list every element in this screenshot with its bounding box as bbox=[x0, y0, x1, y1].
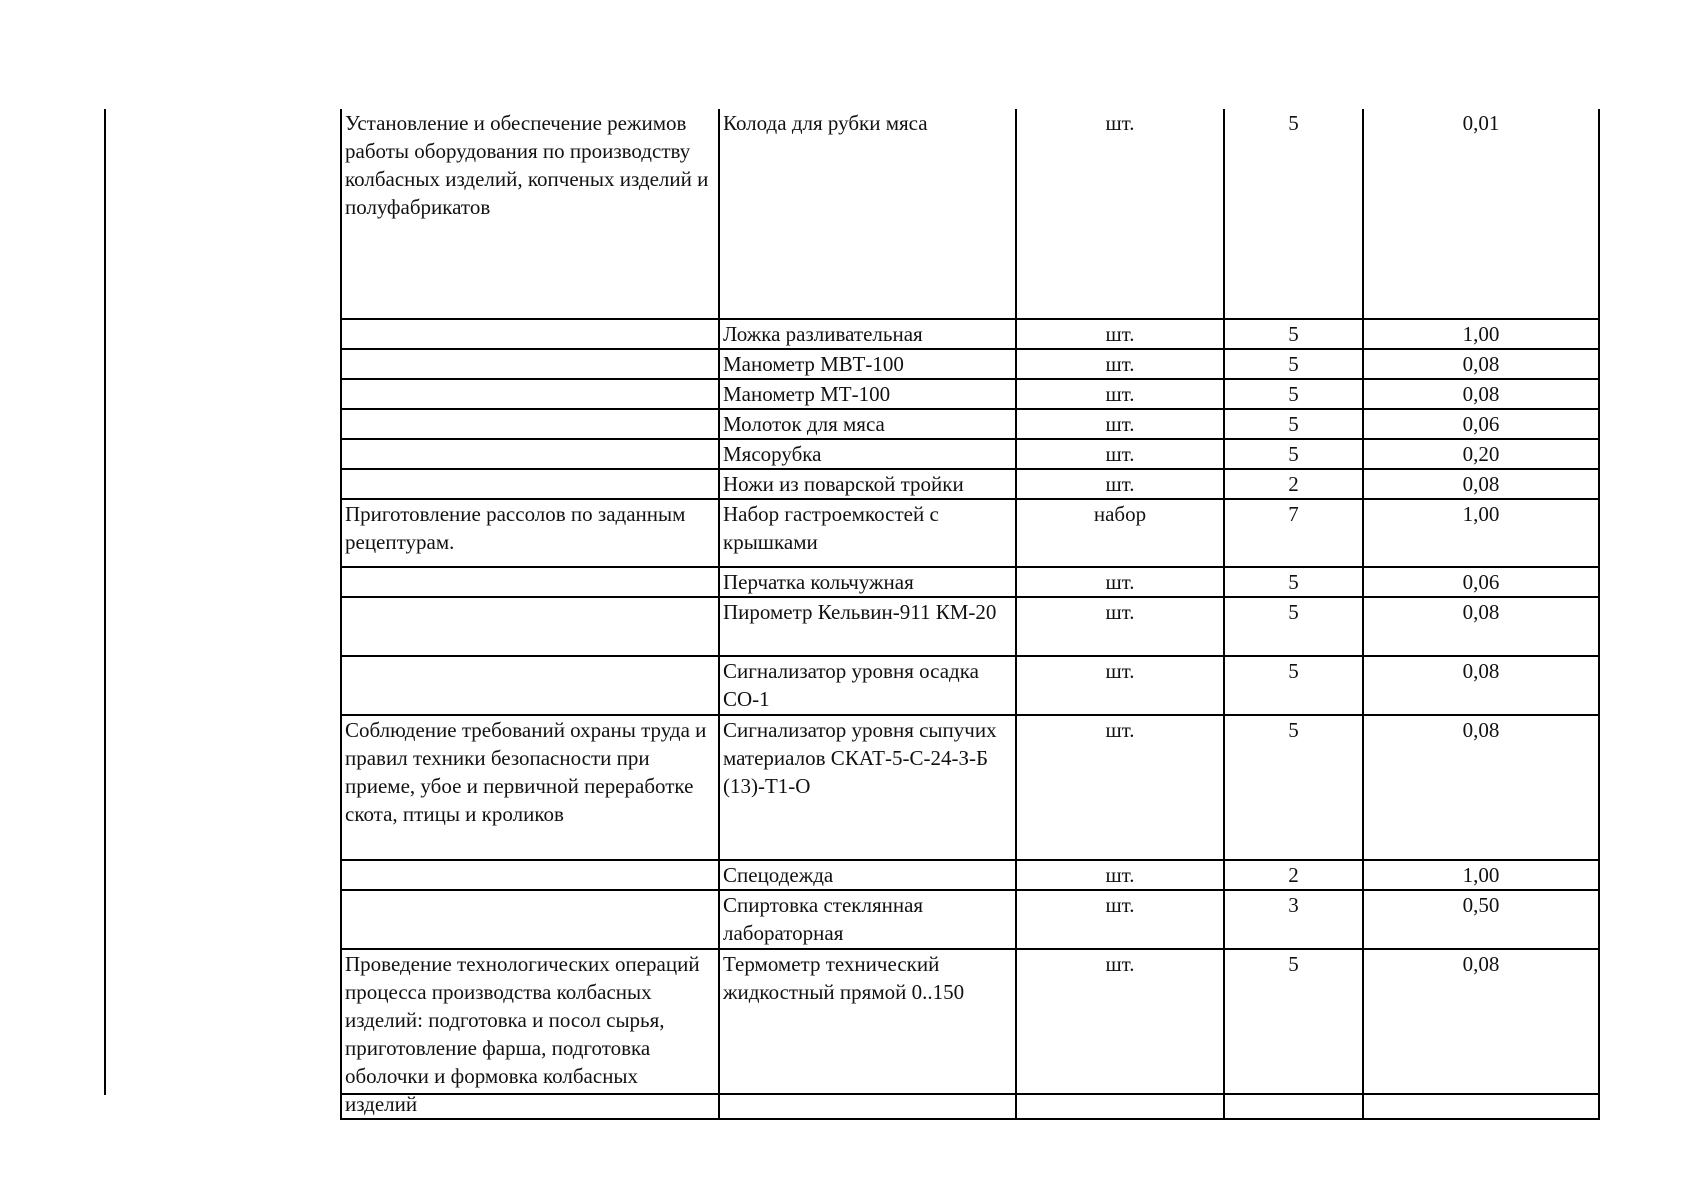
equipment-name-cell: Манометр МВТ-100 bbox=[719, 349, 1016, 379]
table-row bbox=[341, 890, 1599, 949]
quantity-cell: 5 bbox=[1224, 379, 1363, 409]
unit-cell: шт. bbox=[1016, 567, 1224, 597]
quantity-cell: 7 bbox=[1224, 499, 1363, 567]
quantity-cell: 2 bbox=[1224, 860, 1363, 890]
quantity-cell: 5 bbox=[1224, 567, 1363, 597]
unit-cell: шт. bbox=[1016, 379, 1224, 409]
operation-cell bbox=[341, 469, 719, 499]
table-row bbox=[341, 860, 1599, 890]
unit-cell: шт. bbox=[1016, 860, 1224, 890]
equipment-name-cell: Манометр МТ-100 bbox=[719, 379, 1016, 409]
operation-cell bbox=[341, 439, 719, 469]
equipment-table-body bbox=[341, 109, 1599, 1119]
table-row bbox=[341, 379, 1599, 409]
operation-cell bbox=[341, 567, 719, 597]
quantity-cell: 5 bbox=[1224, 656, 1363, 715]
unit-cell: шт. bbox=[1016, 349, 1224, 379]
table-row bbox=[341, 499, 1599, 567]
coefficient-cell: 0,08 bbox=[1363, 715, 1599, 860]
table-row bbox=[341, 469, 1599, 499]
table-row bbox=[341, 319, 1599, 349]
unit-cell: шт. bbox=[1016, 109, 1224, 319]
table-row bbox=[341, 715, 1599, 860]
equipment-table-container bbox=[340, 109, 1598, 1116]
operation-cell: Соблюдение требований охраны труда и правил техники безопасности при приеме, убое и первичной переработке скота, птицы и кроликов bbox=[341, 715, 719, 860]
unit-cell: шт. bbox=[1016, 319, 1224, 349]
unit-cell: шт. bbox=[1016, 949, 1224, 1119]
operation-cell bbox=[341, 597, 719, 656]
operation-cell bbox=[341, 349, 719, 379]
quantity-cell: 5 bbox=[1224, 597, 1363, 656]
table-row bbox=[341, 409, 1599, 439]
coefficient-cell: 0,20 bbox=[1363, 439, 1599, 469]
equipment-name-cell: Пирометр Кельвин-911 КМ-20 bbox=[719, 597, 1016, 656]
equipment-table bbox=[340, 109, 1600, 1120]
unit-cell: шт. bbox=[1016, 656, 1224, 715]
table-row bbox=[341, 567, 1599, 597]
coefficient-cell: 0,08 bbox=[1363, 949, 1599, 1119]
coefficient-cell: 1,00 bbox=[1363, 319, 1599, 349]
unit-cell: шт. bbox=[1016, 409, 1224, 439]
quantity-cell: 5 bbox=[1224, 349, 1363, 379]
unit-cell: набор bbox=[1016, 499, 1224, 567]
equipment-name-cell: Термометр технический жидкостный прямой 0..150 bbox=[719, 949, 1016, 1119]
quantity-cell: 5 bbox=[1224, 319, 1363, 349]
equipment-name-cell: Сигнализатор уровня осадка СО-1 bbox=[719, 656, 1016, 715]
coefficient-cell: 0,50 bbox=[1363, 890, 1599, 949]
coefficient-cell: 0,08 bbox=[1363, 469, 1599, 499]
operation-cell bbox=[341, 319, 719, 349]
unit-cell: шт. bbox=[1016, 597, 1224, 656]
coefficient-cell: 0,08 bbox=[1363, 349, 1599, 379]
equipment-name-cell: Мясорубка bbox=[719, 439, 1016, 469]
table-row bbox=[341, 439, 1599, 469]
coefficient-cell: 0,01 bbox=[1363, 109, 1599, 319]
coefficient-cell: 0,08 bbox=[1363, 597, 1599, 656]
quantity-cell: 5 bbox=[1224, 439, 1363, 469]
table-row bbox=[341, 349, 1599, 379]
coefficient-cell: 0,08 bbox=[1363, 379, 1599, 409]
coefficient-cell: 0,08 bbox=[1363, 656, 1599, 715]
table-row bbox=[341, 656, 1599, 715]
quantity-cell: 5 bbox=[1224, 949, 1363, 1119]
quantity-cell: 5 bbox=[1224, 109, 1363, 319]
table-row bbox=[341, 597, 1599, 656]
coefficient-cell: 0,06 bbox=[1363, 567, 1599, 597]
unit-cell: шт. bbox=[1016, 439, 1224, 469]
equipment-name-cell: Ножи из поварской тройки bbox=[719, 469, 1016, 499]
operation-cell bbox=[341, 409, 719, 439]
operation-cell: Установление и обеспечение режимов работы оборудования по производству колбасных изделий, копченых изделий и полуфабрикатов bbox=[341, 109, 719, 319]
coefficient-cell: 0,06 bbox=[1363, 409, 1599, 439]
operation-cell bbox=[341, 656, 719, 715]
operation-cell bbox=[341, 860, 719, 890]
equipment-name-cell: Спецодежда bbox=[719, 860, 1016, 890]
quantity-cell: 5 bbox=[1224, 409, 1363, 439]
equipment-name-cell: Спиртовка стеклянная лабораторная bbox=[719, 890, 1016, 949]
equipment-name-cell: Сигнализатор уровня сыпучих материалов СКАТ-5-С-24-З-Б (13)-Т1-О bbox=[719, 715, 1016, 860]
equipment-name-cell: Колода для рубки мяса bbox=[719, 109, 1016, 319]
operation-cell: Проведение технологических операций процесса производства колбасных изделий: подготовка и посол сырья, приготовление фарша, подготовка оболочки и формовка колбасных изделий bbox=[341, 949, 719, 1119]
operation-cell: Приготовление рассолов по заданным рецептурам. bbox=[341, 499, 719, 567]
unit-cell: шт. bbox=[1016, 890, 1224, 949]
table-row bbox=[341, 109, 1599, 319]
equipment-name-cell: Ложка разливательная bbox=[719, 319, 1016, 349]
quantity-cell: 5 bbox=[1224, 715, 1363, 860]
table-row bbox=[341, 949, 1599, 1119]
operation-cell bbox=[341, 379, 719, 409]
equipment-name-cell: Молоток для мяса bbox=[719, 409, 1016, 439]
coefficient-cell: 1,00 bbox=[1363, 860, 1599, 890]
unit-cell: шт. bbox=[1016, 715, 1224, 860]
operation-cell bbox=[341, 890, 719, 949]
quantity-cell: 2 bbox=[1224, 469, 1363, 499]
page-left-margin-rule bbox=[104, 109, 106, 1095]
coefficient-cell: 1,00 bbox=[1363, 499, 1599, 567]
unit-cell: шт. bbox=[1016, 469, 1224, 499]
equipment-name-cell: Перчатка кольчужная bbox=[719, 567, 1016, 597]
quantity-cell: 3 bbox=[1224, 890, 1363, 949]
equipment-name-cell: Набор гастроемкостей с крышками bbox=[719, 499, 1016, 567]
